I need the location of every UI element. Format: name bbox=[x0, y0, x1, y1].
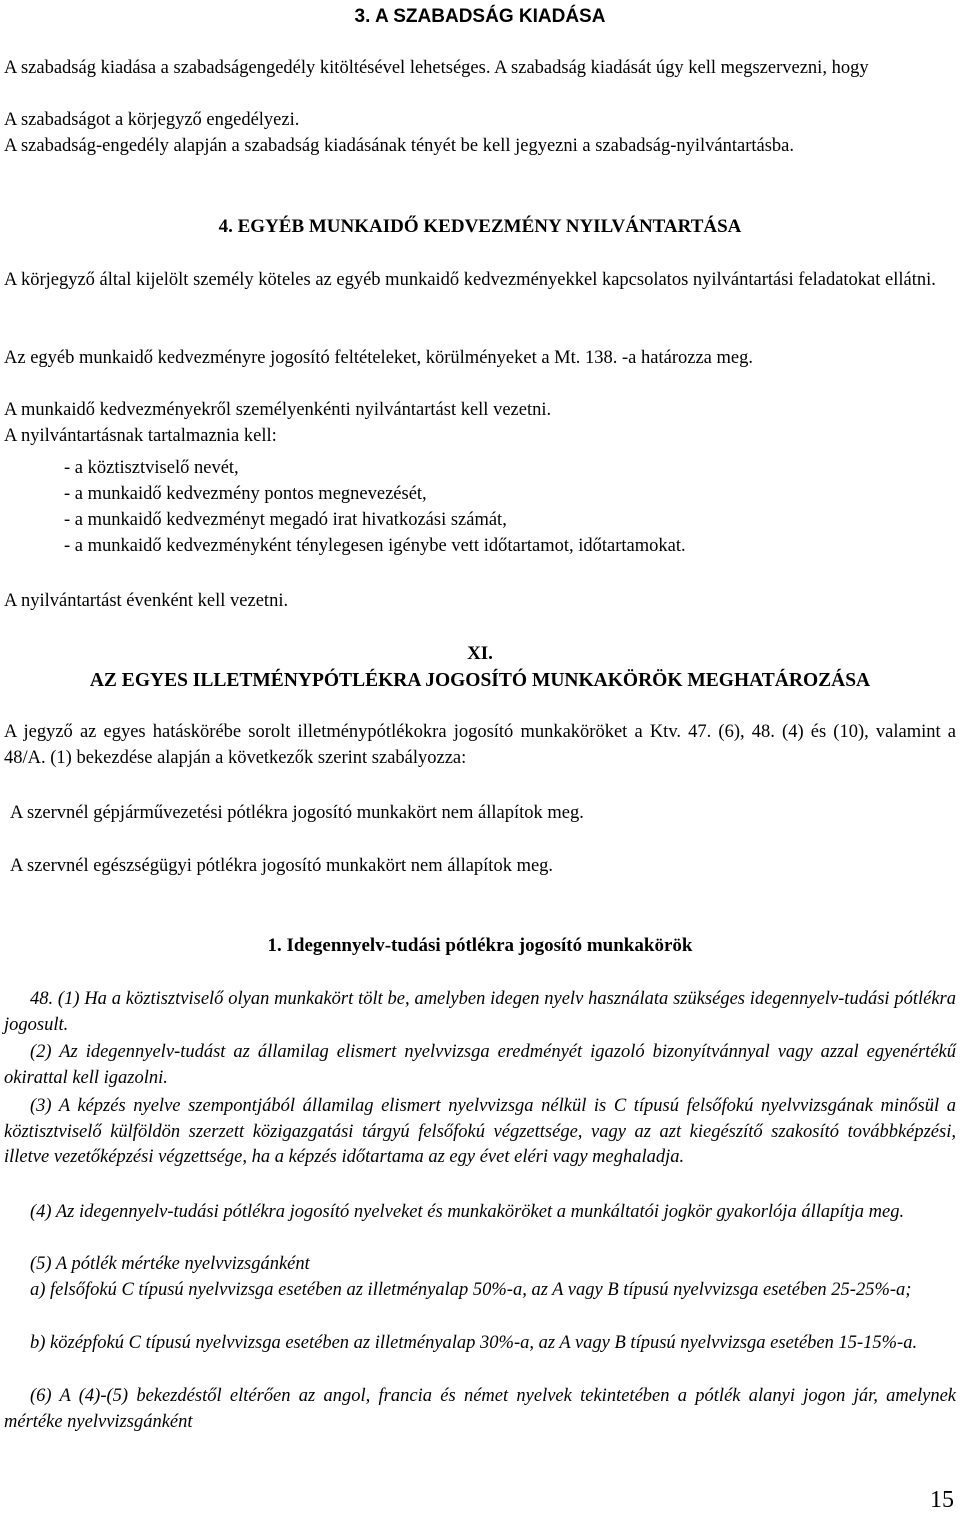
section-4-paragraph-4: A nyilvántartásnak tartalmaznia kell: bbox=[4, 426, 277, 446]
chapter-xi-paragraph-3: A szervnél egészségügyi pótlékra jogosító munkakört nem állapítok meg. bbox=[10, 856, 554, 876]
subsection-paragraph-3: (3) A képzés nyelve szempontjából államilag elismert nyelvvizsga nélkül is C típusú felsőfokú nyelvvizsgának minősül a köztisztviselő külföldön szerzett közigazgatási tárgyú felsőfokú végzettsége, vagy az azt kiegészítő szakosító továbbképzési, illetve vezetőképzési végzettsége, ha a képzés időtartama az egy évet eléri vagy meghaladja. bbox=[4, 1096, 956, 1167]
subsection-paragraph-2: (2) Az idegennyelv-tudást az államilag elismert nyelvvizsga eredményét igazoló bizonyítvánnyal vagy azzal egyenértékű okirattal kell igazolni. bbox=[4, 1042, 956, 1088]
list-item: - a köztisztviselő nevét, bbox=[64, 458, 239, 478]
subsection-paragraph-4: (4) Az idegennyelv-tudási pótlékra jogosító nyelveket és munkaköröket a munkáltatói jogkör gyakorlója állapítja meg. bbox=[30, 1202, 905, 1222]
section-4-paragraph-3: A munkaidő kedvezményekről személyenkénti nyilvántartást kell vezetni. bbox=[4, 400, 552, 420]
chapter-xi-paragraph-1: A jegyző az egyes hatáskörébe sorolt illetménypótlékokra jogosító munkaköröket a Ktv. 47. (6), 48. (4) és (10), valamint a 48/A. (1) bekezdése alapján a következők szerint szabályozza: bbox=[4, 722, 956, 768]
section-3-line-2: A szabadságot a körjegyző engedélyezi. bbox=[4, 110, 300, 130]
section-4-heading: 4. EGYÉB MUNKAIDŐ KEDVEZMÉNY NYILVÁNTARTÁSA bbox=[218, 216, 742, 237]
chapter-title: AZ EGYES ILLETMÉNYPÓTLÉKRA JOGOSÍTÓ MUNKAKÖRÖK MEGHATÁROZÁSA bbox=[89, 670, 871, 691]
subsection-paragraph-1: 48. (1) Ha a köztisztviselő olyan munkakört tölt be, amelyben idegen nyelv használata szükséges idegennyelv-tudási pótlékra jogosult. bbox=[4, 989, 956, 1035]
section-3-paragraph-2: A szabadság-engedély alapján a szabadság kiadásának tényét be kell jegyezni a szabadság-nyilvántartásba. bbox=[4, 136, 795, 156]
list-item: - a munkaidő kedvezményként ténylegesen igénybe vett időtartamot, időtartamokat. bbox=[64, 536, 686, 556]
subsection-paragraph-5b: b) középfokú C típusú nyelvvizsga esetében az illetményalap 30%-a, az A vagy B típusú nyelvvizsga esetében 15-15%-a. bbox=[30, 1333, 918, 1353]
subsection-heading: 1. Idegennyelv-tudási pótlékra jogosító munkakörök bbox=[267, 935, 693, 956]
section-4-paragraph-1: A körjegyző által kijelölt személy köteles az egyéb munkaidő kedvezményekkel kapcsolatos nyilvántartási feladatokat ellátni. bbox=[4, 270, 936, 290]
subsection-paragraph-5: (5) A pótlék mértéke nyelvvizsgánként bbox=[30, 1254, 310, 1274]
subsection-paragraph-5a: a) felsőfokú C típusú nyelvvizsga esetében az illetményalap 50%-a, az A vagy B típusú nyelvvizsga esetében 25-25%-a; bbox=[30, 1280, 912, 1300]
list-item: - a munkaidő kedvezményt megadó irat hivatkozási számát, bbox=[64, 510, 507, 530]
subsection-paragraph-6: (6) A (4)-(5) bekezdéstől eltérően az angol, francia és német nyelvek tekintetében a pótlék alanyi jogon jár, amelynek mértéke nyelvvizsgánként bbox=[4, 1386, 956, 1432]
page-number: 15 bbox=[930, 1487, 954, 1513]
chapter-xi-paragraph-2: A szervnél gépjárművezetési pótlékra jogosító munkakört nem állapítok meg. bbox=[10, 803, 584, 823]
section-4-paragraph-5: A nyilvántartást évenként kell vezetni. bbox=[4, 591, 289, 611]
chapter-number: XI. bbox=[467, 643, 493, 664]
section-4-paragraph-2: Az egyéb munkaidő kedvezményre jogosító feltételeket, körülményeket a Mt. 138. -a határozza meg. bbox=[4, 348, 753, 368]
list-item: - a munkaidő kedvezmény pontos megnevezését, bbox=[64, 484, 427, 504]
section-3-paragraph-1: A szabadság kiadása a szabadságengedély kitöltésével lehetséges. A szabadság kiadását úgy kell megszervezni, hogy bbox=[4, 58, 869, 78]
section-3-heading: 3. A SZABADSÁG KIADÁSA bbox=[354, 6, 606, 27]
